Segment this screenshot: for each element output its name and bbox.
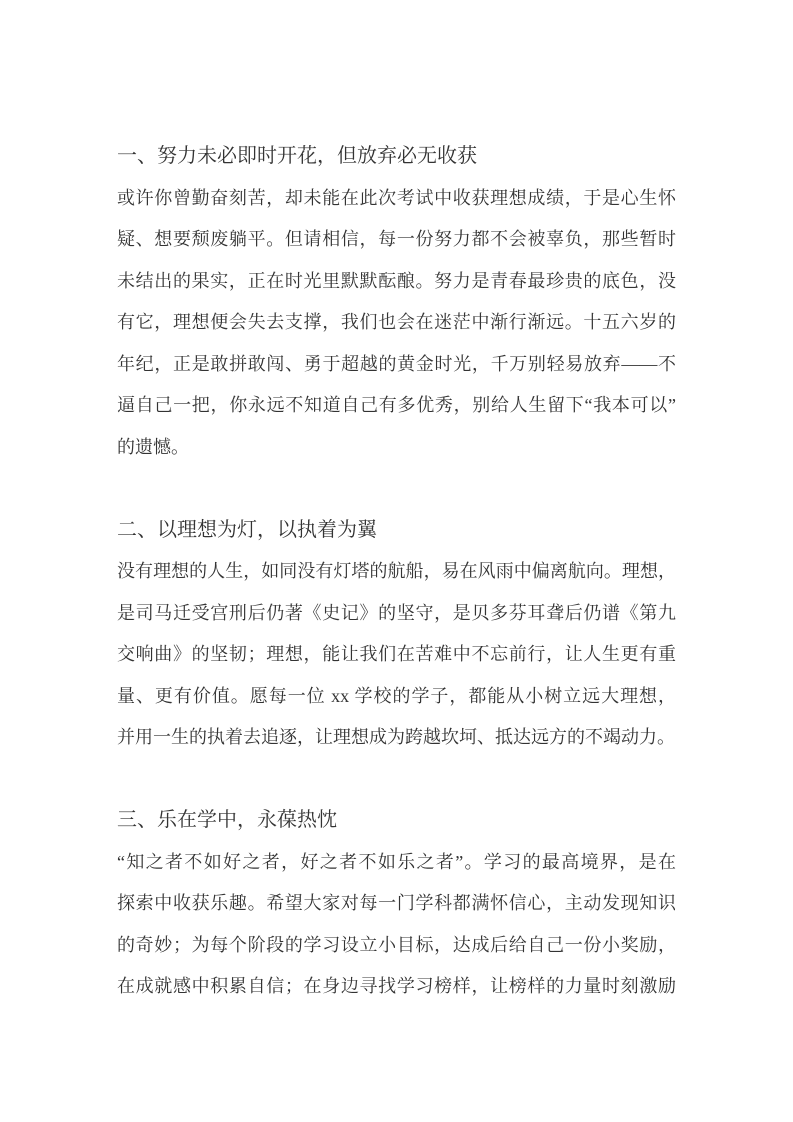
paragraph-line: 的遗憾。 bbox=[117, 436, 189, 457]
paragraph-line: 是司马迁受宫刑后仍著《史记》的坚守，是贝多芬耳聋后仍谱《第九 bbox=[117, 602, 676, 623]
section-heading: 三、乐在学中，永葆热忱 bbox=[117, 809, 337, 831]
paragraph-line: 的奇妙；为每个阶段的学习设立小目标，达成后给自己一份小奖励， bbox=[117, 934, 676, 955]
document-body bbox=[117, 136, 676, 1008]
section-heading: 二、以理想为灯，以执着为翼 bbox=[117, 518, 377, 541]
paragraph-line: 探索中收获乐趣。希望大家对每一门学科都满怀信心，主动发现知识 bbox=[117, 893, 676, 913]
paragraph-line: 没有理想的人生，如同没有灯塔的航船，易在风雨中偏离航向。理想， bbox=[117, 561, 676, 581]
paragraph-line: 交响曲》的坚韧；理想，能让我们在苦难中不忘前行，让人生更有重 bbox=[117, 644, 676, 664]
paragraph-line: 未结出的果实，正在时光里默默酝酿。努力是青春最珍贵的底色，没 bbox=[117, 270, 676, 291]
section-effort bbox=[117, 136, 676, 468]
paragraph-line: 并用一生的执着去追逐，让理想成为跨越坎坷、抵达远方的不竭动力。 bbox=[117, 727, 675, 747]
section-ideal bbox=[117, 510, 676, 759]
section-joy-in-learning bbox=[117, 800, 676, 1008]
paragraph-line: 年纪，正是敢拼敢闯、勇于超越的黄金时光，千万别轻易放弃——不 bbox=[117, 353, 676, 374]
paragraph-line: 疑、想要颓废躺平。但请相信，每一份努力都不会被辜负，那些暂时 bbox=[117, 229, 676, 249]
paragraph-line: 逼自己一把，你永远不知道自己有多优秀，别给人生留下“我本可以” bbox=[117, 395, 676, 415]
section-heading: 一、努力未必即时开花，但放弃必无收获 bbox=[117, 145, 477, 167]
paragraph-line: 或许你曾勤奋刻苦，却未能在此次考试中收获理想成绩，于是心生怀 bbox=[117, 187, 676, 208]
paragraph-line: 有它，理想便会失去支撑，我们也会在迷茫中渐行渐远。十五六岁的 bbox=[117, 312, 676, 332]
paragraph-line: 在成就感中积累自信；在身边寻找学习榜样，让榜样的力量时刻激励 bbox=[117, 976, 676, 996]
paragraph-line: 量、更有价值。愿每一位 xx 学校的学子，都能从小树立远大理想， bbox=[117, 685, 676, 706]
paragraph-line: “知之者不如好之者，好之者不如乐之者”。学习的最高境界，是在 bbox=[117, 851, 676, 872]
